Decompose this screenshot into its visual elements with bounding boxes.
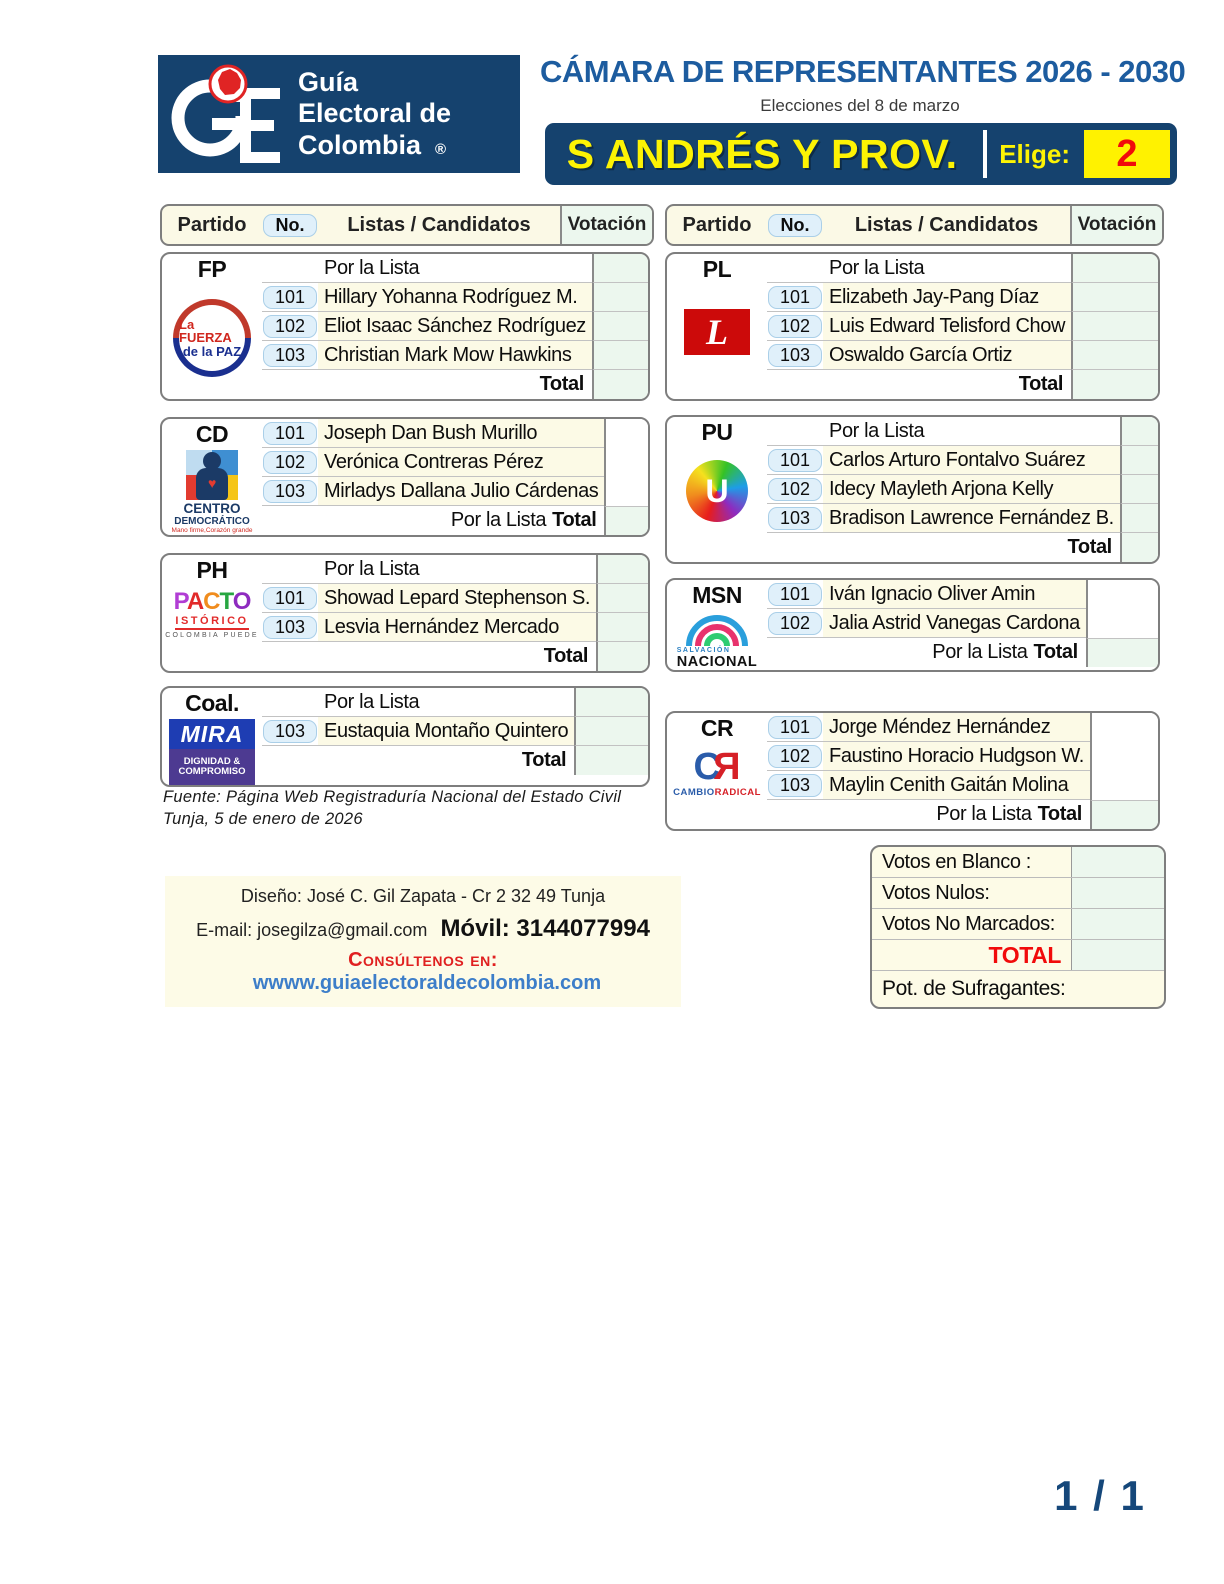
candidate-row	[767, 475, 1160, 504]
partido-liberal-logo-icon: L	[684, 309, 750, 355]
page-number: 1 / 1	[1054, 1472, 1146, 1519]
party-card-coal	[160, 686, 650, 787]
por-la-lista-label: Por la Lista	[823, 254, 1071, 283]
votes-row	[872, 878, 1164, 909]
total-label: Por la Lista Total	[932, 641, 1078, 663]
votacion-cell[interactable]	[604, 477, 650, 506]
party-code: PL	[702, 256, 732, 282]
candidate-number-cell	[767, 341, 823, 370]
votes-row	[872, 909, 1164, 940]
candidate-number-cell	[767, 446, 823, 475]
party-card-cd	[160, 417, 650, 537]
candidate-number-cell	[262, 254, 318, 283]
candidate-number: 103	[768, 507, 822, 530]
candidate-number: 102	[768, 745, 822, 768]
votacion-cell[interactable]	[592, 312, 650, 341]
votacion-cell[interactable]	[604, 448, 650, 477]
votacion-cell[interactable]	[1120, 417, 1160, 446]
designer-phone: Móvil: 3144077994	[440, 915, 650, 942]
total-label: Total	[543, 645, 589, 667]
votacion-cell[interactable]	[596, 584, 650, 613]
votacion-cell[interactable]	[1086, 580, 1160, 609]
votacion-cell[interactable]	[604, 506, 650, 535]
votacion-cell[interactable]	[1120, 533, 1160, 562]
candidate-name: Joseph Dan Bush Murillo	[318, 419, 604, 448]
candidate-number-cell	[262, 312, 318, 341]
party-cards-column-left	[160, 252, 650, 787]
party-card-ph	[160, 553, 650, 673]
votes-nulos-cell[interactable]	[1071, 878, 1164, 908]
table-header-right	[665, 204, 1164, 246]
candidate-row	[767, 312, 1160, 341]
candidate-number: 103	[263, 720, 317, 743]
candidate-number-cell	[262, 746, 318, 775]
candidate-number: 102	[768, 612, 822, 635]
candidate-name: Carlos Arturo Fontalvo Suárez	[823, 446, 1120, 475]
centro-democratico-logo-icon: ♥ CENTRO DEMOCRÁTICO Mano firme,Corazón grande	[172, 450, 253, 535]
candidate-number-cell	[262, 370, 318, 399]
total-row	[767, 370, 1160, 399]
votes-total-label: TOTAL	[988, 941, 1061, 968]
source-note: Fuente: Página Web Registraduría Nacional del Estado Civil Tunja, 5 de enero de 2026	[163, 788, 622, 828]
party-card-fp	[160, 252, 650, 401]
party-card-pl	[665, 252, 1160, 401]
party-code: FP	[197, 256, 227, 282]
candidate-name: Luis Edward Telisford Chow	[823, 312, 1071, 341]
votacion-cell[interactable]	[1071, 312, 1160, 341]
candidate-number-cell	[767, 713, 823, 742]
candidate-row	[767, 504, 1160, 533]
votes-total-row	[872, 940, 1164, 971]
candidate-number-cell	[767, 580, 823, 609]
col-header-partido: Partido	[682, 213, 752, 236]
total-row	[767, 638, 1160, 667]
design-credits-box	[165, 876, 681, 1007]
pot-sufragantes-label: Pot. de Sufragantes:	[882, 977, 1066, 1000]
candidate-number-cell	[767, 254, 823, 283]
candidate-name: Jalia Astrid Vanegas Cardona	[823, 609, 1086, 638]
candidate-number-cell	[767, 283, 823, 312]
candidate-number: 101	[768, 449, 822, 472]
votes-total-cell[interactable]	[1071, 940, 1164, 970]
votacion-cell[interactable]	[1071, 341, 1160, 370]
candidate-row	[262, 419, 650, 448]
party-column	[162, 419, 262, 535]
candidate-number-cell	[767, 771, 823, 800]
candidate-row	[767, 446, 1160, 475]
candidate-number-cell	[262, 283, 318, 312]
party-column	[162, 688, 262, 785]
candidate-number-cell	[767, 742, 823, 771]
total-label: Por la Lista Total	[450, 509, 597, 531]
candidate-row	[262, 448, 650, 477]
party-column	[667, 417, 767, 562]
region-name: S ANDRÉS Y PROV.	[566, 130, 958, 177]
votacion-cell[interactable]	[1090, 713, 1160, 742]
candidate-number: 101	[263, 587, 317, 610]
total-row	[262, 746, 650, 775]
votacion-cell[interactable]	[574, 717, 650, 746]
party-card-msn	[665, 578, 1160, 672]
col-header-no: No.	[262, 206, 318, 244]
candidate-number: 101	[263, 286, 317, 309]
candidate-number-cell	[767, 609, 823, 638]
designer-info: Diseño: José C. Gil Zapata - Cr 2 32 49 Tunja	[240, 886, 606, 906]
party-column	[667, 254, 767, 399]
candidate-row	[262, 312, 650, 341]
candidate-row	[767, 771, 1160, 800]
por-la-lista-label: Por la Lista	[318, 254, 592, 283]
party-code: PH	[196, 557, 228, 583]
candidate-number-cell	[767, 370, 823, 399]
candidate-number-cell	[767, 533, 823, 562]
party-column	[667, 580, 767, 670]
party-code: PU	[701, 419, 733, 445]
candidate-number: 101	[768, 716, 822, 739]
mira-logo-icon: MIRA DIGNIDAD & COMPROMISO	[169, 719, 255, 785]
candidate-number-cell	[262, 688, 318, 717]
col-header-votacion: Votación	[560, 206, 652, 244]
candidate-row	[767, 341, 1160, 370]
votacion-cell[interactable]	[596, 642, 650, 671]
votacion-cell[interactable]	[592, 341, 650, 370]
party-card-pu	[665, 415, 1160, 564]
region-banner	[545, 123, 1177, 185]
la-fuerza-de-la-paz-logo-icon: La FUERZA de la PAZ	[173, 299, 251, 377]
total-row	[262, 370, 650, 399]
total-label: Por la Lista Total	[936, 803, 1082, 825]
candidate-number: 103	[768, 774, 822, 797]
votes-no-marcados-label: Votos No Marcados:	[882, 912, 1055, 935]
votes-pot-row	[872, 971, 1164, 1007]
pacto-historico-logo-icon: PACTO ISTÓRICO COLOMBIA PUEDE	[165, 588, 259, 639]
votacion-cell[interactable]	[1120, 504, 1160, 533]
page-subtitle: Elecciones del 8 de marzo	[760, 96, 960, 115]
publisher-name: Guía Electoral de Colombia ®	[298, 66, 452, 160]
por-la-lista-label: Por la Lista	[318, 688, 574, 717]
candidate-row	[262, 584, 650, 613]
votacion-cell[interactable]	[604, 419, 650, 448]
votacion-cell[interactable]	[574, 746, 650, 775]
salvacion-nacional-logo-icon: SALVACIÓN NACIONAL	[677, 613, 758, 670]
cambio-radical-logo-icon: CR CAMBIORADICAL	[673, 746, 761, 798]
party-column	[667, 713, 767, 829]
candidate-number: 103	[263, 344, 317, 367]
votacion-cell[interactable]	[1071, 370, 1160, 399]
candidate-number-cell	[262, 584, 318, 613]
candidate-name: Hillary Yohanna Rodríguez M.	[318, 283, 592, 312]
candidate-number: 101	[263, 422, 317, 445]
candidate-name: Verónica Contreras Pérez	[318, 448, 604, 477]
candidate-number: 102	[768, 315, 822, 338]
votacion-cell[interactable]	[592, 370, 650, 399]
votacion-cell[interactable]	[1090, 742, 1160, 771]
votacion-cell[interactable]	[592, 254, 650, 283]
party-code: CR	[700, 715, 734, 741]
por-la-lista-row	[767, 417, 1160, 446]
candidate-number: 102	[263, 451, 317, 474]
col-header-votacion: Votación	[1070, 206, 1162, 244]
party-code: CD	[195, 421, 229, 447]
por-la-lista-row	[262, 555, 650, 584]
col-header-no: No.	[767, 206, 823, 244]
website-link[interactable]: wwww.guiaelectoraldecolombia.com	[252, 972, 602, 994]
candidate-number: 103	[768, 344, 822, 367]
candidate-number-cell	[262, 642, 318, 671]
total-label: Total	[1067, 536, 1112, 558]
candidate-number: 103	[263, 480, 317, 503]
votacion-cell[interactable]	[1120, 475, 1160, 504]
candidate-row	[767, 283, 1160, 312]
votacion-cell[interactable]	[1090, 800, 1160, 829]
votacion-cell[interactable]	[596, 555, 650, 584]
candidate-number-cell	[767, 312, 823, 341]
candidate-row	[767, 742, 1160, 771]
votacion-cell[interactable]	[1086, 609, 1160, 638]
party-column	[162, 555, 262, 671]
candidate-name: Eustaquia Montaño Quintero	[318, 717, 574, 746]
party-column	[162, 254, 262, 399]
total-row	[767, 800, 1160, 829]
party-code: MSN	[692, 582, 742, 608]
candidate-row	[767, 580, 1160, 609]
candidate-row	[767, 609, 1160, 638]
candidate-name: Oswaldo García Ortiz	[823, 341, 1071, 370]
candidate-name: Mirladys Dallana Julio Cárdenas	[318, 477, 604, 506]
candidate-number-cell	[262, 341, 318, 370]
party-cards-column-right	[665, 252, 1160, 831]
candidate-row	[262, 477, 650, 506]
total-row	[767, 533, 1160, 562]
votacion-cell[interactable]	[574, 688, 650, 717]
candidate-row	[262, 283, 650, 312]
party-code: Coal.	[185, 690, 239, 716]
consultenos-label: Consúltenos en:	[348, 949, 498, 971]
party-card-cr	[665, 711, 1160, 831]
votes-summary-box	[870, 845, 1166, 1009]
divider	[983, 130, 987, 178]
total-row	[262, 642, 650, 671]
partido-de-la-u-logo-icon: U	[686, 460, 748, 522]
col-header-listas: Listas / Candidatos	[854, 213, 1039, 236]
candidate-number-cell	[767, 504, 823, 533]
candidate-number-cell	[262, 717, 318, 746]
votacion-cell[interactable]	[1086, 638, 1160, 667]
por-la-lista-label: Por la Lista	[823, 417, 1120, 446]
candidate-number-cell	[767, 638, 823, 667]
por-la-lista-label: Por la Lista	[318, 555, 596, 584]
ge-monogram-icon	[158, 62, 298, 166]
candidate-name: Bradison Lawrence Fernández B.	[823, 504, 1120, 533]
candidate-number-cell	[262, 477, 318, 506]
candidate-name: Showad Lepard Stephenson S.	[318, 584, 596, 613]
candidate-name: Maylin Cenith Gaitán Molina	[823, 771, 1090, 800]
total-label: Total	[521, 749, 567, 771]
candidate-row	[262, 341, 650, 370]
votacion-cell[interactable]	[592, 283, 650, 312]
candidate-name: Jorge Méndez Hernández	[823, 713, 1090, 742]
candidate-row	[262, 717, 650, 746]
votes-no-marcados-cell[interactable]	[1071, 909, 1164, 939]
total-label: Total	[539, 373, 584, 395]
candidate-name: Christian Mark Mow Hawkins	[318, 341, 592, 370]
votes-blanco-cell[interactable]	[1071, 847, 1164, 877]
votes-blanco-label: Votos en Blanco :	[882, 850, 1031, 873]
por-la-lista-row	[767, 254, 1160, 283]
elige-label: Elige:	[999, 138, 1070, 169]
publisher-logo	[158, 55, 520, 173]
candidate-number: 103	[263, 616, 317, 639]
por-la-lista-row	[262, 688, 650, 717]
candidate-number-cell	[767, 417, 823, 446]
candidate-number-cell	[767, 800, 823, 829]
col-header-partido: Partido	[177, 213, 247, 236]
votacion-cell[interactable]	[1071, 283, 1160, 312]
col-header-listas: Listas / Candidatos	[347, 213, 531, 236]
votacion-cell[interactable]	[596, 613, 650, 642]
votacion-cell[interactable]	[1071, 254, 1160, 283]
designer-email[interactable]: E-mail: josegilza@gmail.com	[196, 920, 428, 940]
candidate-number: 102	[768, 478, 822, 501]
candidate-row	[262, 613, 650, 642]
candidate-number: 101	[768, 286, 822, 309]
candidate-number-cell	[262, 419, 318, 448]
total-label: Total	[1018, 373, 1064, 395]
candidate-name: Faustino Horacio Hudgson W.	[823, 742, 1090, 771]
candidate-number-cell	[262, 613, 318, 642]
candidate-number-cell	[262, 448, 318, 477]
total-row	[262, 506, 650, 535]
votes-nulos-label: Votos Nulos:	[882, 881, 990, 904]
candidate-name: Idecy Mayleth Arjona Kelly	[823, 475, 1120, 504]
votacion-cell[interactable]	[1120, 446, 1160, 475]
votacion-cell[interactable]	[1090, 771, 1160, 800]
seats-count-badge: 2	[1084, 130, 1170, 178]
candidate-name: Lesvia Hernández Mercado	[318, 613, 596, 642]
candidate-name: Elizabeth Jay-Pang Díaz	[823, 283, 1071, 312]
candidate-number-cell	[262, 555, 318, 584]
candidate-name: Eliot Isaac Sánchez Rodríguez	[318, 312, 592, 341]
candidate-row	[767, 713, 1160, 742]
registered-mark: ®	[435, 140, 447, 158]
candidate-number-cell	[262, 506, 318, 535]
candidate-name: Iván Ignacio Oliver Amin	[823, 580, 1086, 609]
table-header-left	[160, 204, 654, 246]
candidate-number: 102	[263, 315, 317, 338]
candidate-number-cell	[767, 475, 823, 504]
page-title: CÁMARA DE REPRESENTANTES 2026 - 2030	[540, 54, 1186, 89]
por-la-lista-row	[262, 254, 650, 283]
votes-row	[872, 847, 1164, 878]
candidate-number: 101	[768, 583, 822, 606]
